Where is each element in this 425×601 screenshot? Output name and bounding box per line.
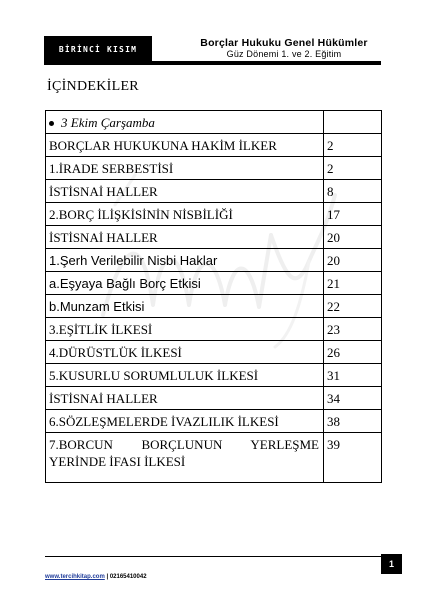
toc-date-row — [46, 111, 382, 134]
toc-entry-page: 23 — [324, 318, 382, 341]
toc-row — [46, 157, 382, 180]
term-label: Güz Dönemi 1. ve 2. Eğitim — [226, 49, 342, 59]
toc-entry-title: 5.KUSURLU SORUMLULUK İLKESİ — [46, 364, 324, 387]
page-number: 1 — [381, 554, 402, 574]
footer-rule — [45, 556, 381, 557]
toc-entry-page: 2 — [324, 134, 382, 157]
toc-entry-title: 4.DÜRÜSTLÜK İLKESİ — [46, 341, 324, 364]
footer-separator: | — [106, 574, 109, 580]
toc-entry-title: İSTİSNAİ HALLER — [46, 387, 324, 410]
toc-entry-page: 17 — [324, 203, 382, 226]
toc-entry-title: İSTİSNAİ HALLER — [46, 180, 324, 203]
toc-table — [45, 110, 382, 483]
toc-row-subsub — [46, 295, 382, 318]
toc-date-cell — [46, 111, 324, 134]
toc-row — [46, 180, 382, 203]
website-link[interactable]: www.tercihkitap.com — [45, 574, 105, 580]
toc-row-subsub — [46, 272, 382, 295]
toc-entry-page: 21 — [324, 272, 382, 295]
toc-date-label: 3 Ekim Çarşamba — [61, 115, 155, 130]
toc-entry-title: İSTİSNAİ HALLER — [46, 226, 324, 249]
section-label: BİRİNCİ KISIM — [44, 36, 152, 63]
toc-row — [46, 318, 382, 341]
footer-contact — [45, 573, 147, 581]
toc-entry-title: 6.SÖZLEŞMELERDE İVAZLILIK İLKESİ — [46, 410, 324, 433]
toc-entry-page: 8 — [324, 180, 382, 203]
toc-entry-page: 31 — [324, 364, 382, 387]
header-rule — [44, 61, 381, 65]
bullet-icon — [49, 121, 54, 126]
toc-row — [46, 387, 382, 410]
toc-entry-title: 3.EŞİTLİK İLKESİ — [46, 318, 324, 341]
phone-number: 02165410042 — [109, 574, 147, 580]
toc-entry-title: 1.İRADE SERBESTİSİ — [46, 157, 324, 180]
toc-row — [46, 341, 382, 364]
toc-row — [46, 433, 382, 483]
toc-row — [46, 410, 382, 433]
toc-entry-page: 34 — [324, 387, 382, 410]
toc-entry-title: BORÇLAR HUKUKUNA HAKİM İLKER — [46, 134, 324, 157]
toc-row — [46, 226, 382, 249]
toc-subentry-title: a.Eşyaya Bağlı Borç Etkisi — [46, 272, 324, 295]
toc-subentry-title: b.Munzam Etkisi — [46, 295, 324, 318]
toc-entry-title: 7.BORCUN BORÇLUNUN YERLEŞME YERİNDE İFASI İLKESİ — [46, 433, 324, 483]
running-header — [188, 37, 380, 60]
toc-row-sub — [46, 249, 382, 272]
toc-date-page-cell — [324, 111, 382, 134]
book-title: Borçlar Hukuku Genel Hükümler — [200, 37, 368, 49]
toc-entry-title: 2.BORÇ İLİŞKİSİNİN NİSBİLİĞİ — [46, 203, 324, 226]
toc-row — [46, 203, 382, 226]
toc-entry-page: 2 — [324, 157, 382, 180]
toc-entry-page: 20 — [324, 226, 382, 249]
toc-subentry-title: 1.Şerh Verilebilir Nisbi Haklar — [46, 249, 324, 272]
toc-entry-page: 22 — [324, 295, 382, 318]
page-title: İÇİNDEKİLER — [47, 79, 139, 94]
toc-entry-page: 26 — [324, 341, 382, 364]
toc-entry-page: 38 — [324, 410, 382, 433]
toc-entry-page: 20 — [324, 249, 382, 272]
toc-entry-page: 39 — [324, 433, 382, 483]
toc-row — [46, 134, 382, 157]
toc-row — [46, 364, 382, 387]
